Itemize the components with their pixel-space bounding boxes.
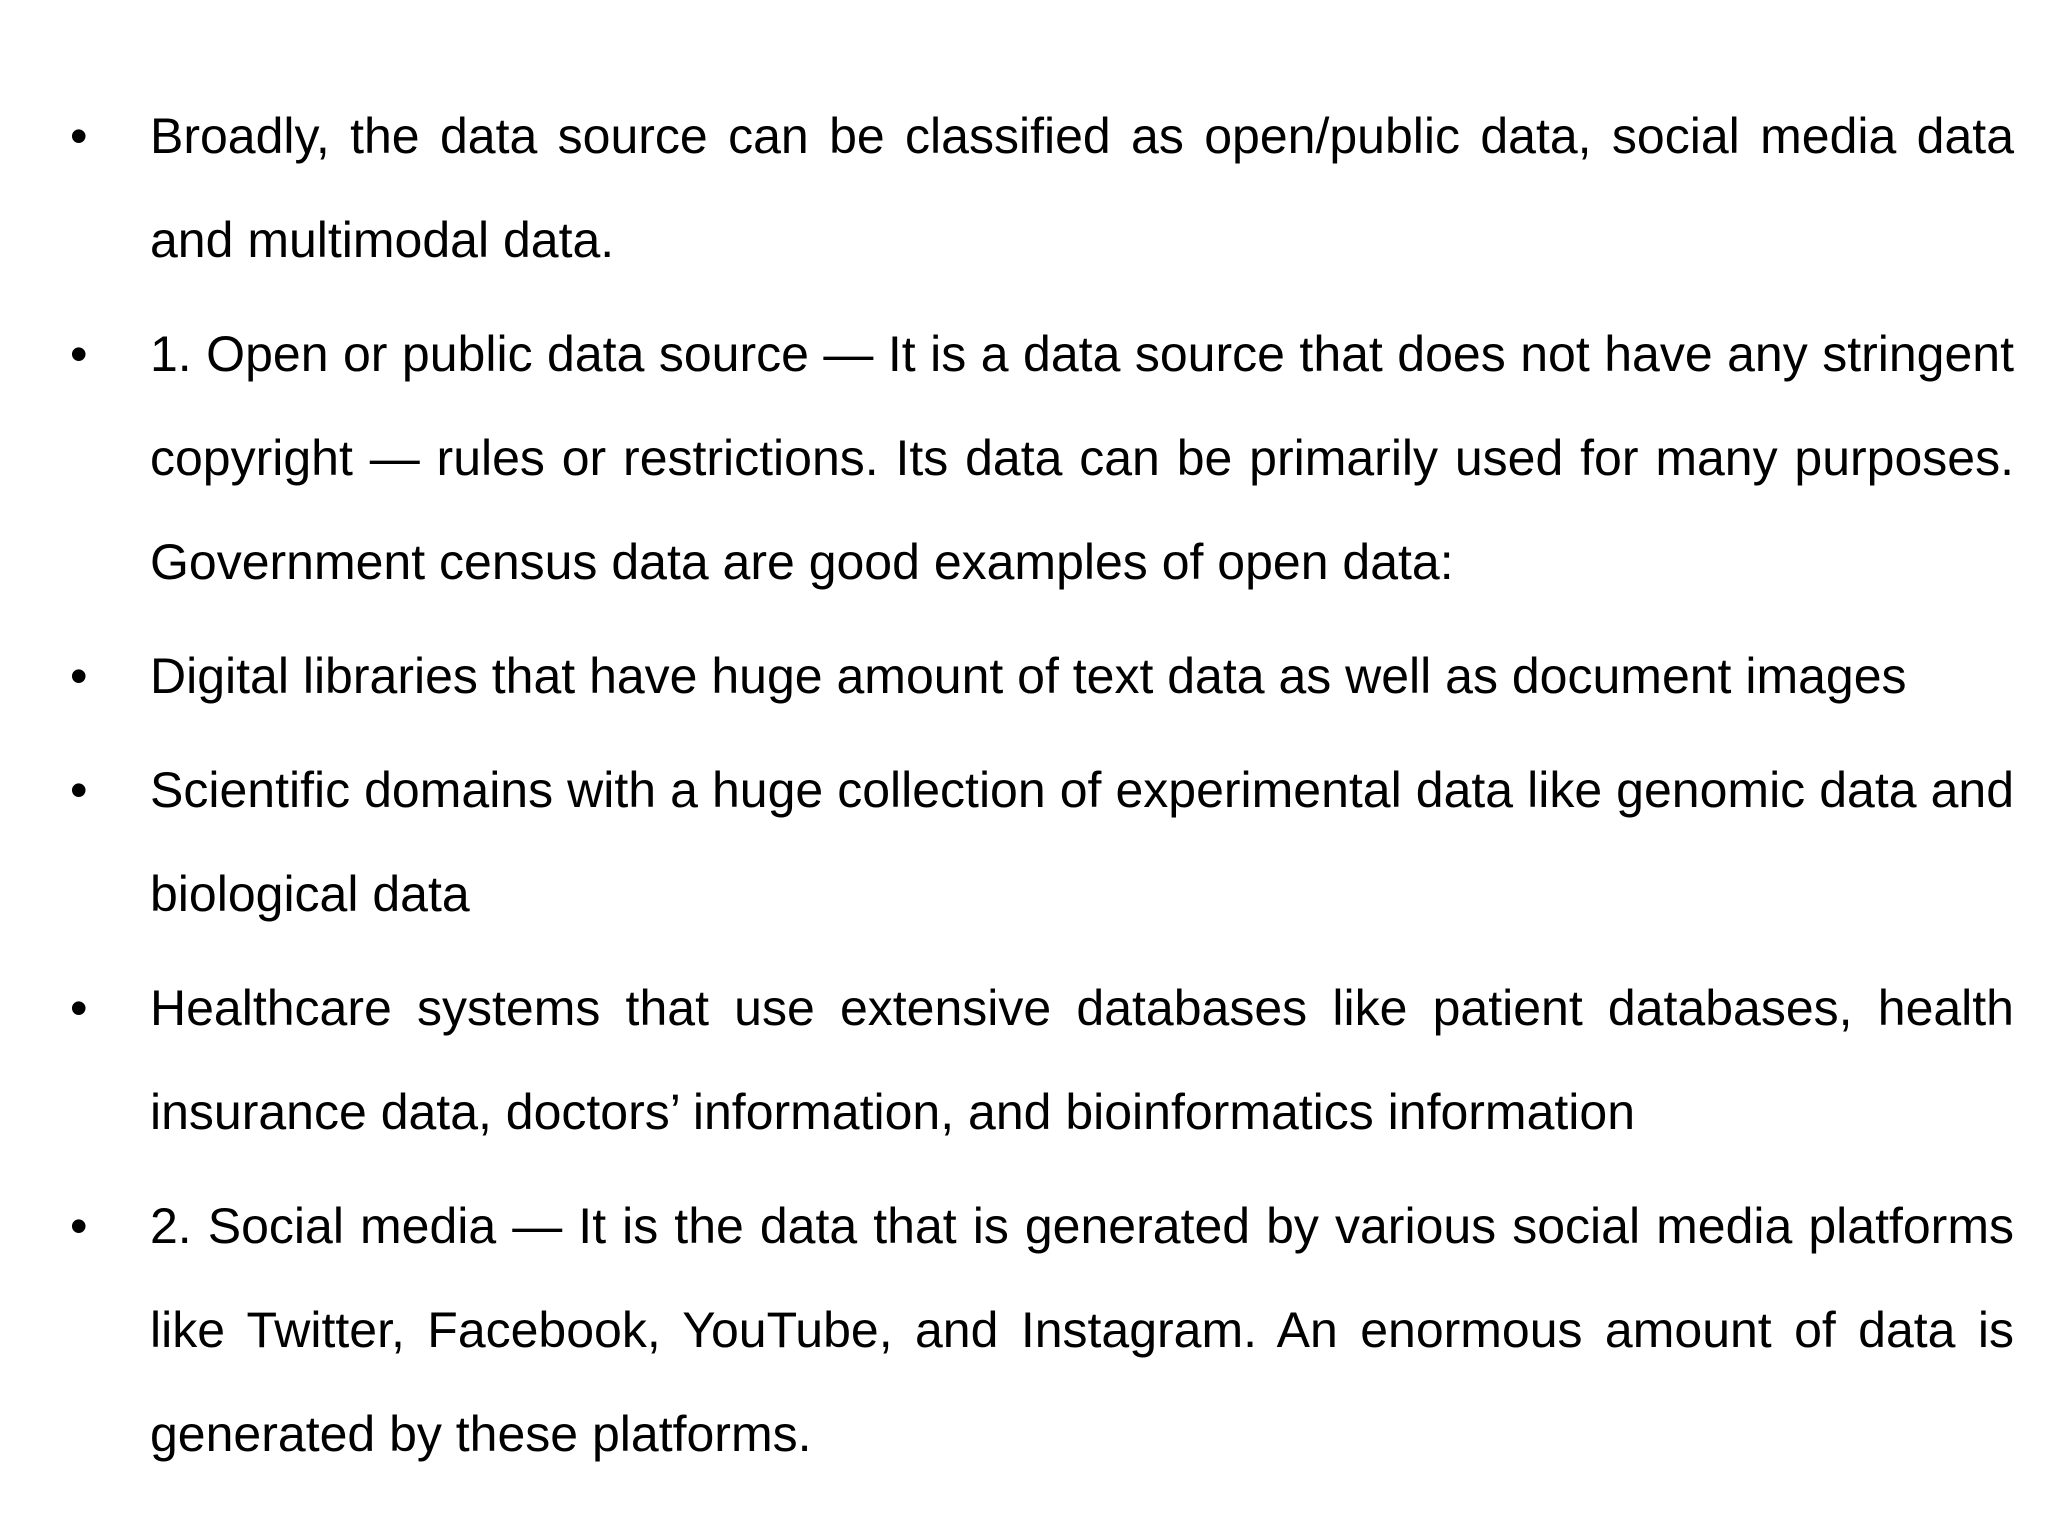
bullet-text: 1. Open or public data source — It is a data source that does not have any stringent copyright — rules or restrictions. Its data can be primarily used for many purposes. Government census data are good examples of open data: bbox=[150, 326, 2014, 590]
bullet-text: Healthcare systems that use extensive databases like patient databases, health insurance data, doctors’ information, and bioinformatics information bbox=[150, 980, 2014, 1140]
bullet-item-open-public-data bbox=[70, 302, 2014, 614]
bullet-icon: • bbox=[70, 1198, 88, 1254]
bullet-list bbox=[70, 84, 2014, 1496]
bullet-icon: • bbox=[70, 980, 88, 1036]
bullet-text: Broadly, the data source can be classified as open/public data, social media data and multimodal data. bbox=[150, 108, 2014, 268]
bullet-item-digital-libraries bbox=[70, 624, 2014, 728]
bullet-text: Scientific domains with a huge collection of experimental data like genomic data and biological data bbox=[150, 762, 2014, 922]
bullet-item-social-media bbox=[70, 1174, 2014, 1486]
bullet-icon: • bbox=[70, 762, 88, 818]
bullet-text: 2. Social media — It is the data that is generated by various social media platforms like Twitter, Facebook, YouTube, and Instagram. An enormous amount of data is generated by these platforms. bbox=[150, 1198, 2014, 1462]
bullet-item-scientific-domains bbox=[70, 738, 2014, 946]
bullet-icon: • bbox=[70, 326, 88, 382]
bullet-icon: • bbox=[70, 108, 88, 164]
bullet-text: Digital libraries that have huge amount of text data as well as document images bbox=[150, 648, 1907, 704]
bullet-item-data-source-classification bbox=[70, 84, 2014, 292]
bullet-item-healthcare-systems bbox=[70, 956, 2014, 1164]
bullet-icon: • bbox=[70, 648, 88, 704]
